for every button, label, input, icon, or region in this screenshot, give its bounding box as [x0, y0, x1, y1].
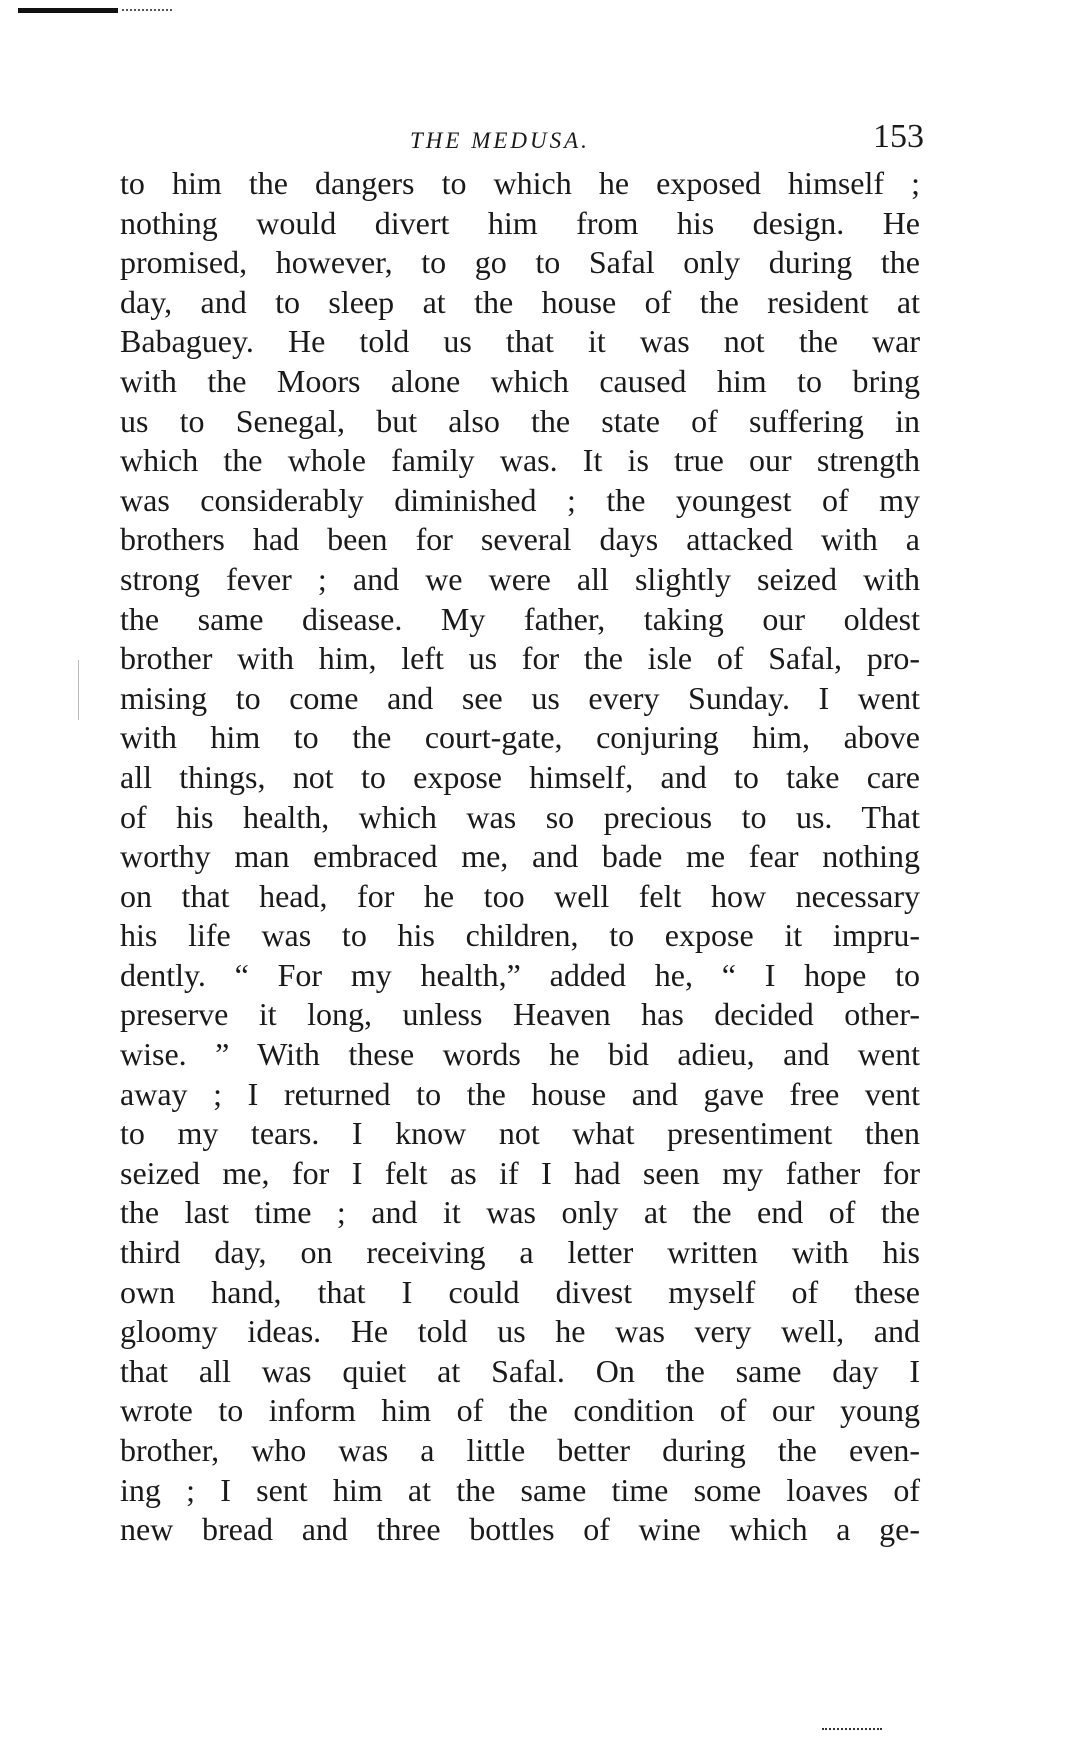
text-line: brothers had been for several days attacked with a	[120, 521, 920, 558]
text-line: day, and to sleep at the house of the resident at	[120, 283, 920, 320]
text-line: wise. ” With these words he bid adieu, and went	[120, 1036, 920, 1073]
text-line: us to Senegal, but also the state of suffering in	[120, 402, 920, 439]
text-line: strong fever ; and we were all slightly seized with	[120, 560, 920, 597]
text-line: worthy man embraced me, and bade me fear nothing	[120, 838, 920, 875]
text-line: brother, who was a little better during the even-	[120, 1432, 920, 1468]
text-line: to my tears. I know not what presentiment then	[120, 1115, 920, 1152]
running-title: THE MEDUSA.	[410, 128, 590, 153]
text-line: dently. “ For my health,” added he, “ I hope to	[120, 956, 920, 993]
text-line: which the whole family was. It is true our strength	[120, 442, 920, 479]
text-line: gloomy ideas. He told us he was very well, and	[120, 1313, 920, 1350]
body-text	[120, 164, 920, 1550]
top-edge-rule-tail	[122, 9, 172, 13]
text-line: all things, not to expose himself, and to take care	[120, 758, 920, 795]
page-number: 153	[873, 118, 924, 155]
text-line: promised, however, to go to Safal only during the	[120, 244, 920, 281]
text-line: away ; I returned to the house and gave free vent	[120, 1075, 920, 1112]
text-line: brother with him, left us for the isle of Safal, pro-	[120, 640, 920, 677]
text-line: his life was to his children, to expose it impru-	[120, 917, 920, 954]
text-line: on that head, for he too well felt how necessary	[120, 877, 920, 914]
text-line: third day, on receiving a letter written with his	[120, 1234, 920, 1271]
running-head	[120, 118, 932, 158]
text-line: own hand, that I could divest myself of these	[120, 1273, 920, 1310]
margin-mark	[78, 660, 79, 720]
text-line: with him to the court-gate, conjuring him, above	[120, 719, 920, 756]
top-edge-rule	[18, 8, 118, 13]
text-line: of his health, which was so precious to us. That	[120, 798, 920, 835]
text-line: the last time ; and it was only at the end of the	[120, 1194, 920, 1231]
text-line: that all was quiet at Safal. On the same day I	[120, 1352, 920, 1389]
text-line: ing ; I sent him at the same time some loaves of	[120, 1471, 920, 1508]
text-line: Babaguey. He told us that it was not the war	[120, 323, 920, 360]
text-line: wrote to inform him of the condition of our young	[120, 1392, 920, 1429]
text-line: was considerably diminished ; the youngest of my	[120, 481, 920, 518]
text-line: the same disease. My father, taking our oldest	[120, 600, 920, 637]
text-line: new bread and three bottles of wine which a ge-	[120, 1511, 920, 1548]
corner-speck	[822, 1728, 882, 1734]
text-line: nothing would divert him from his design. He	[120, 204, 920, 241]
text-line: mising to come and see us every Sunday. I went	[120, 679, 920, 716]
text-line: seized me, for I felt as if I had seen my father for	[120, 1154, 920, 1191]
text-line: with the Moors alone which caused him to bring	[120, 362, 920, 399]
text-line: to him the dangers to which he exposed himself ;	[120, 165, 920, 201]
text-line: preserve it long, unless Heaven has decided other-	[120, 996, 920, 1033]
